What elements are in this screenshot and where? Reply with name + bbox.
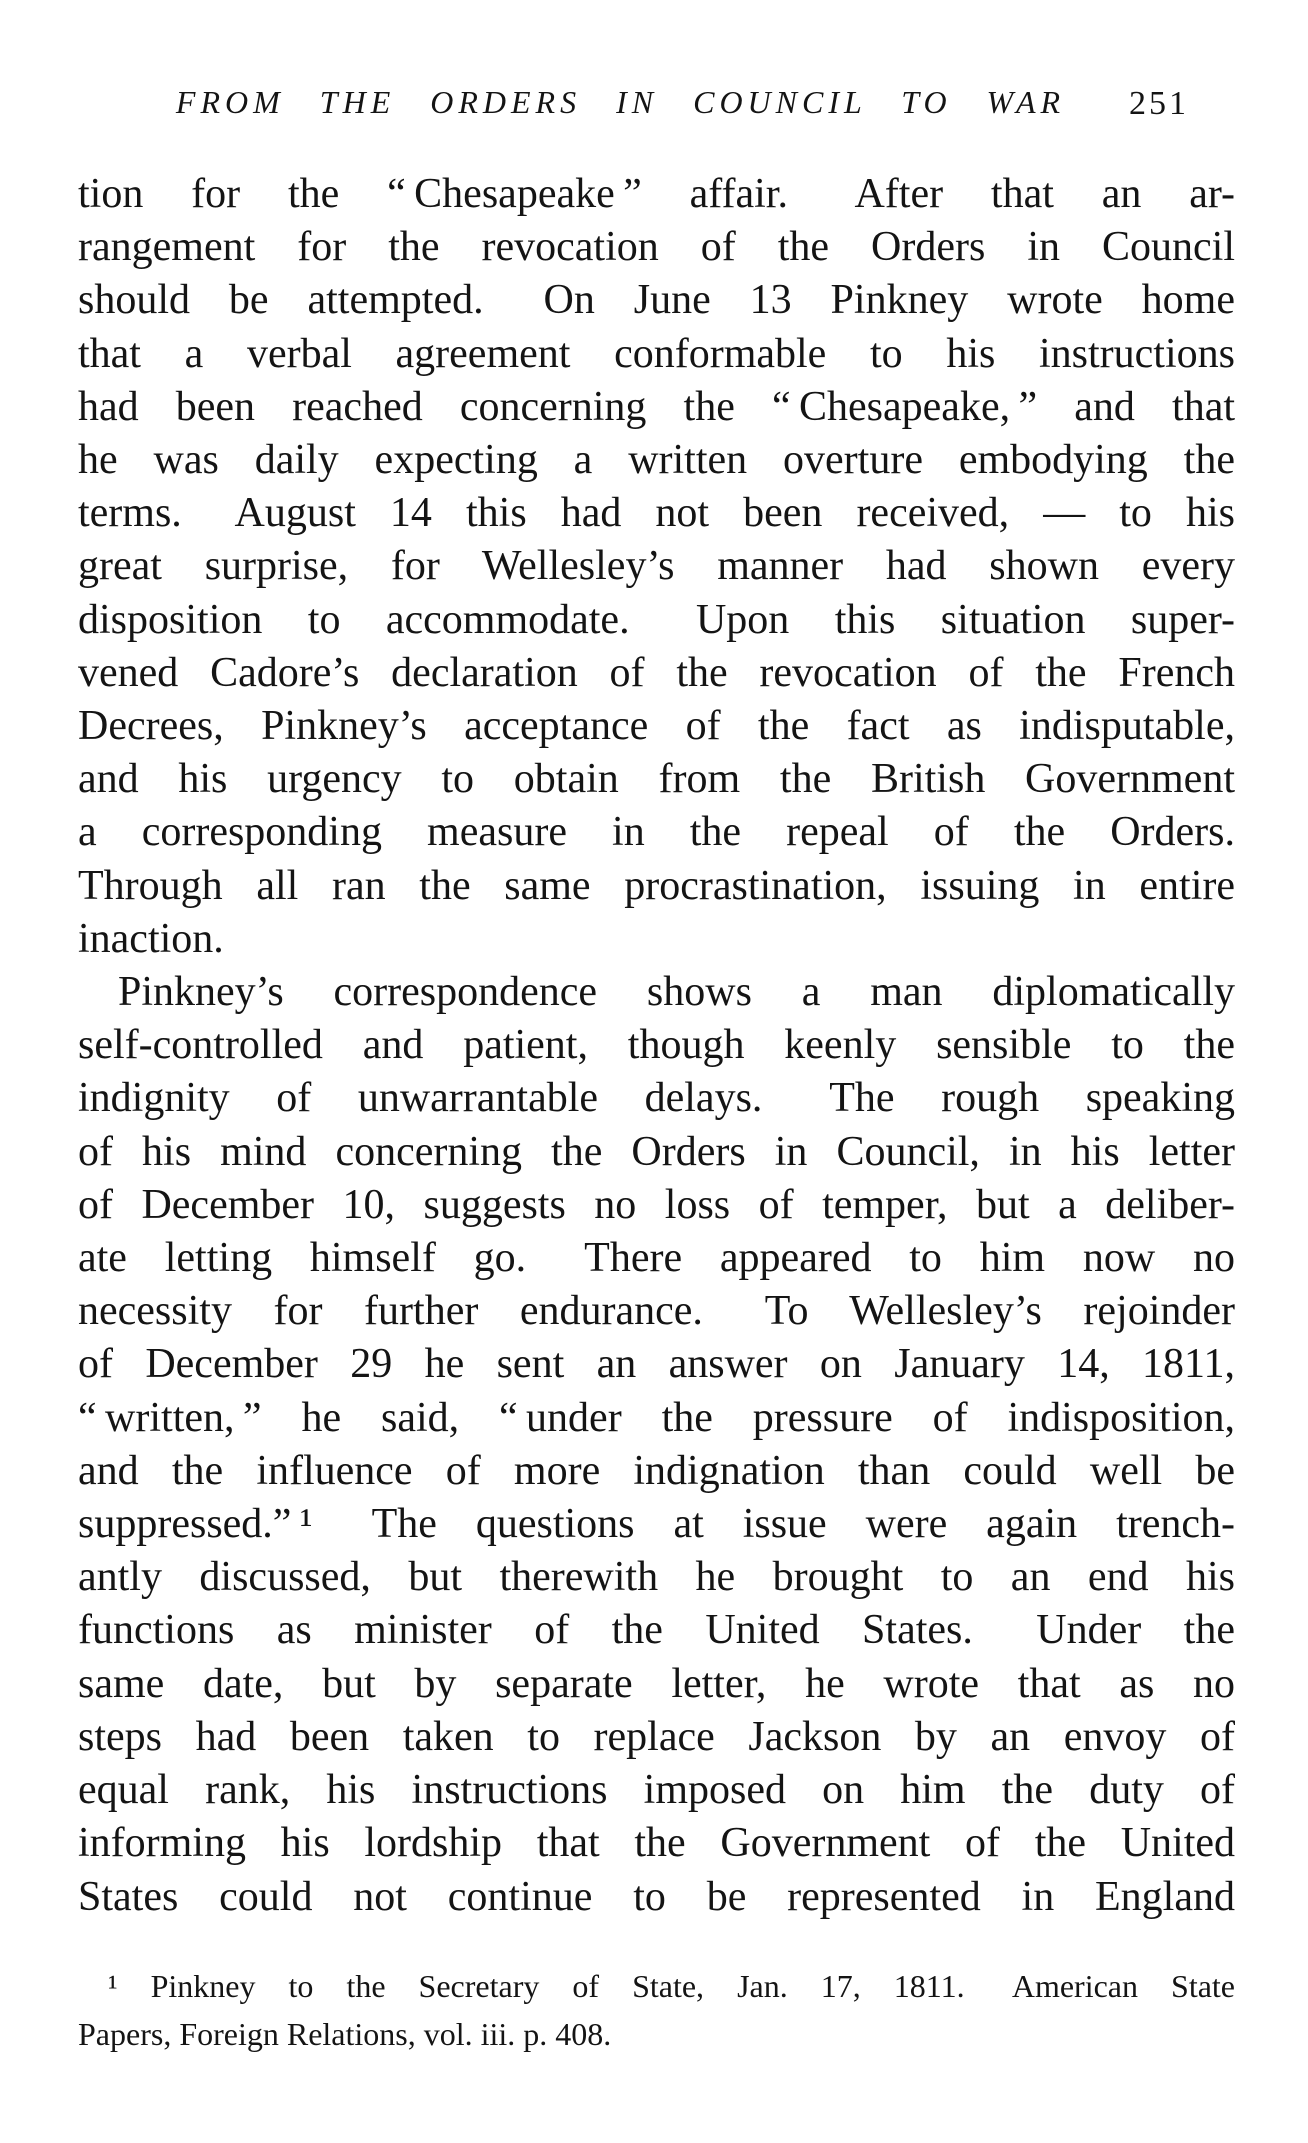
text-line: equal rank, his instructions imposed on him the duty of [78, 1767, 1235, 1814]
text-line: of December 29 he sent an answer on January 14, 1811, [78, 1341, 1235, 1388]
text-line: Decrees, Pinkney’s acceptance of the fact as indisputable, [78, 703, 1235, 750]
text-line: rangement for the revocation of the Orders in Council [78, 224, 1235, 271]
text-line: self-controlled and patient, though keenly sensible to the [78, 1022, 1235, 1069]
text-line: States could not continue to be represented in England [78, 1873, 1235, 1920]
text-line: same date, but by separate letter, he wrote that as no [78, 1660, 1235, 1707]
text-line: terms. August 14 this had not been received, — to his [78, 490, 1235, 537]
text-line: great surprise, for Wellesley’s manner had shown every [78, 543, 1235, 590]
text-line: necessity for further endurance. To Wellesley’s rejoinder [78, 1288, 1235, 1335]
text-line: Through all ran the same procrastination, issuing in entire [78, 862, 1235, 909]
body-text [78, 168, 1235, 1924]
text-line: indignity of unwarrantable delays. The rough speaking [78, 1075, 1235, 1122]
text-line: should be attempted. On June 13 Pinkney wrote home [78, 277, 1235, 324]
text-line: he was daily expecting a written overture embodying the [78, 437, 1235, 484]
footnote-line: Papers, Foreign Relations, vol. iii. p. 408. [78, 2016, 612, 2052]
running-head-title: FROM THE ORDERS IN COUNCIL TO WAR [175, 84, 1066, 120]
text-line: that a verbal agreement conformable to his instructions [78, 330, 1235, 377]
footnote [78, 1962, 1235, 2058]
text-line: inaction. [78, 915, 224, 962]
text-line: of December 10, suggests no loss of temper, but a deliber- [78, 1181, 1235, 1228]
text-line: and the influence of more indignation than could well be [78, 1447, 1235, 1494]
text-line: ate letting himself go. There appeared to him now no [78, 1235, 1235, 1282]
text-line: Pinkney’s correspondence shows a man diplomatically [118, 969, 1235, 1016]
running-head [78, 84, 1235, 130]
text-line: had been reached concerning the “ Chesapeake, ” and that [78, 383, 1235, 430]
text-line: antly discussed, but therewith he brought to an end his [78, 1554, 1235, 1601]
text-line: “ written, ” he said, “ under the pressure of indisposition, [78, 1394, 1235, 1441]
text-line: steps had been taken to replace Jackson by an envoy of [78, 1713, 1235, 1760]
text-line: vened Cadore’s declaration of the revocation of the French [78, 649, 1235, 696]
text-line: disposition to accommodate. Upon this situation super- [78, 596, 1235, 643]
text-line: of his mind concerning the Orders in Council, in his letter [78, 1128, 1235, 1175]
text-line: informing his lordship that the Government of the United [78, 1820, 1235, 1867]
text-line: a corresponding measure in the repeal of the Orders. [78, 809, 1235, 856]
text-line: tion for the “ Chesapeake ” affair. After that an ar- [78, 171, 1235, 217]
text-line: suppressed.” ¹ The questions at issue were again trench- [78, 1501, 1235, 1548]
page-number: 251 [1129, 85, 1189, 122]
text-line: functions as minister of the United States. Under the [78, 1607, 1235, 1654]
text-line: and his urgency to obtain from the British Government [78, 756, 1235, 803]
footnote-line: ¹ Pinkney to the Secretary of State, Jan. 17, 1811. American State [108, 1968, 1235, 2004]
